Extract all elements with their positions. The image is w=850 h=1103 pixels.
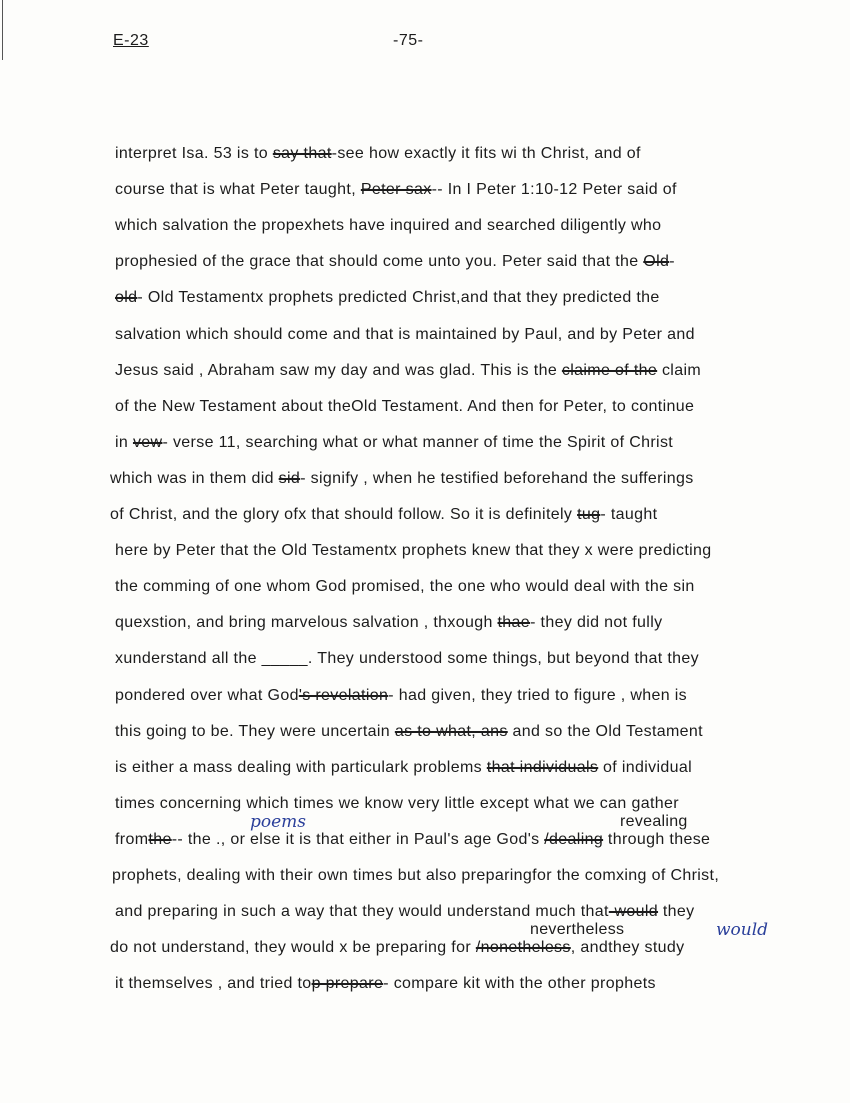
- text-line: [115, 795, 679, 813]
- text-line: [115, 145, 641, 163]
- page-edge-mark: [2, 0, 3, 60]
- struck-text: /nonetheless: [475, 939, 571, 957]
- text-segment: - had given, they tried to figure , when is: [388, 686, 688, 704]
- text-line: [115, 759, 692, 777]
- struck-text: claime of the: [561, 361, 658, 379]
- text-segment: course that is what Peter taught,: [115, 181, 361, 199]
- text-segment: quexstion, and bring marvelous salvation , thxough: [115, 614, 498, 632]
- text-segment: here by Peter that the Old Testamentx prophets knew that they x were predicting: [115, 542, 712, 560]
- struck-text: that individuals: [486, 758, 599, 776]
- text-line: [115, 181, 677, 199]
- struck-text: tug: [577, 506, 601, 523]
- text-segment: and preparing in such a way that they would understand much that: [115, 903, 609, 921]
- text-line: [115, 578, 695, 596]
- text-line: [110, 506, 657, 524]
- interlinear-insert-nevertheless: nevertheless: [530, 921, 625, 939]
- text-line: [115, 831, 710, 849]
- text-line: [115, 614, 662, 632]
- struck-text: as to what, ans: [394, 722, 508, 740]
- struck-text: -would: [608, 903, 659, 921]
- page-number: -75-: [393, 32, 424, 49]
- text-line: [115, 362, 701, 380]
- text-segment: claim: [657, 361, 702, 379]
- text-line: [115, 434, 673, 452]
- document-code: E-23: [113, 32, 149, 49]
- text-segment: and so the Old Testament: [507, 722, 703, 740]
- text-line: [115, 217, 661, 235]
- text-line: [110, 470, 694, 488]
- text-line: [115, 687, 687, 705]
- text-segment: , andthey study: [570, 939, 685, 957]
- text-segment: do not understand, they would x be preparing for: [110, 939, 476, 957]
- struck-text: 's revelation: [298, 686, 389, 704]
- text-line: [115, 650, 699, 668]
- text-segment: -: [669, 253, 675, 271]
- text-line: [115, 975, 656, 993]
- text-segment: - signify , when he testified beforehand the sufferings: [300, 469, 694, 487]
- text-segment: of the New Testament about theOld Testament. And then for Peter, to continue: [115, 397, 695, 415]
- text-segment: - compare kit with the other prophets: [383, 975, 656, 993]
- struck-text: thae: [497, 614, 531, 632]
- text-segment: this going to be. They were uncertain: [115, 722, 395, 740]
- text-segment: from: [115, 830, 149, 848]
- struck-text: vew: [132, 433, 163, 451]
- text-segment: through these: [603, 830, 711, 848]
- text-segment: of Christ, and the glory ofx that should follow. So it is definitely: [110, 506, 578, 523]
- text-segment: in: [115, 433, 133, 451]
- text-segment: Jesus said , Abraham saw my day and was glad. This is the: [115, 361, 562, 379]
- text-line: [115, 723, 703, 741]
- text-segment: the comming of one whom God promised, the one who would deal with the sin: [115, 578, 695, 596]
- text-segment: - verse 11, searching what or what manner of time the Spirit of Christ: [162, 433, 674, 451]
- struck-text: old: [115, 289, 138, 307]
- text-segment: is either a mass dealing with particulark problems: [115, 758, 487, 776]
- text-segment: - taught: [600, 506, 658, 523]
- text-segment: prophesied of the grace that should come unto you. Peter said that the: [115, 253, 644, 271]
- text-segment: prophets, dealing with their own times but also preparingfor the comxing of Christ,: [112, 867, 720, 884]
- text-line: [110, 939, 685, 957]
- struck-text: sid: [278, 469, 301, 487]
- struck-text: p prepare: [311, 975, 384, 993]
- text-line: [115, 289, 660, 307]
- text-segment: of individual: [598, 758, 693, 776]
- text-segment: it themselves , and tried to: [115, 975, 312, 993]
- handwritten-note-would: would: [716, 920, 769, 941]
- text-segment: - they did not fully: [530, 614, 663, 632]
- text-segment: xunderstand all the _____. They understood some things, but beyond that they: [115, 650, 700, 668]
- text-segment: which was in them did: [110, 469, 279, 487]
- text-segment: pondered over what God: [115, 686, 299, 704]
- text-line: [112, 867, 719, 885]
- text-line: [115, 542, 712, 560]
- text-segment: they: [658, 903, 695, 921]
- text-line: [115, 253, 675, 271]
- handwritten-note-poems: poems: [250, 811, 307, 832]
- text-line: [115, 903, 694, 921]
- struck-text: Peter sax: [360, 181, 432, 199]
- text-segment: -see how exactly it fits wi th Christ, and of: [331, 145, 641, 162]
- struck-text: say that: [272, 145, 332, 162]
- text-segment: which salvation the propexhets have inquired and searched diligently who: [115, 217, 662, 235]
- struck-text: Old: [643, 253, 670, 271]
- text-segment: salvation which should come and that is maintained by Paul, and by Peter and: [115, 325, 695, 343]
- text-segment: interpret Isa. 53 is to: [115, 145, 273, 162]
- struck-text: the: [148, 830, 172, 848]
- text-line: [115, 398, 694, 416]
- struck-text: /dealing: [544, 830, 604, 848]
- text-segment: - Old Testamentx prophets predicted Christ,and that they predicted the: [137, 289, 660, 307]
- text-segment: times concerning which times we know very little except what we can gather: [115, 794, 679, 812]
- interlinear-insert-revealing: revealing: [620, 812, 688, 830]
- text-segment: -- In I Peter 1:10-12 Peter said of: [431, 181, 677, 199]
- text-segment: -- the ., or else it is that either in Paul's age God's: [171, 830, 545, 848]
- text-line: [115, 326, 695, 344]
